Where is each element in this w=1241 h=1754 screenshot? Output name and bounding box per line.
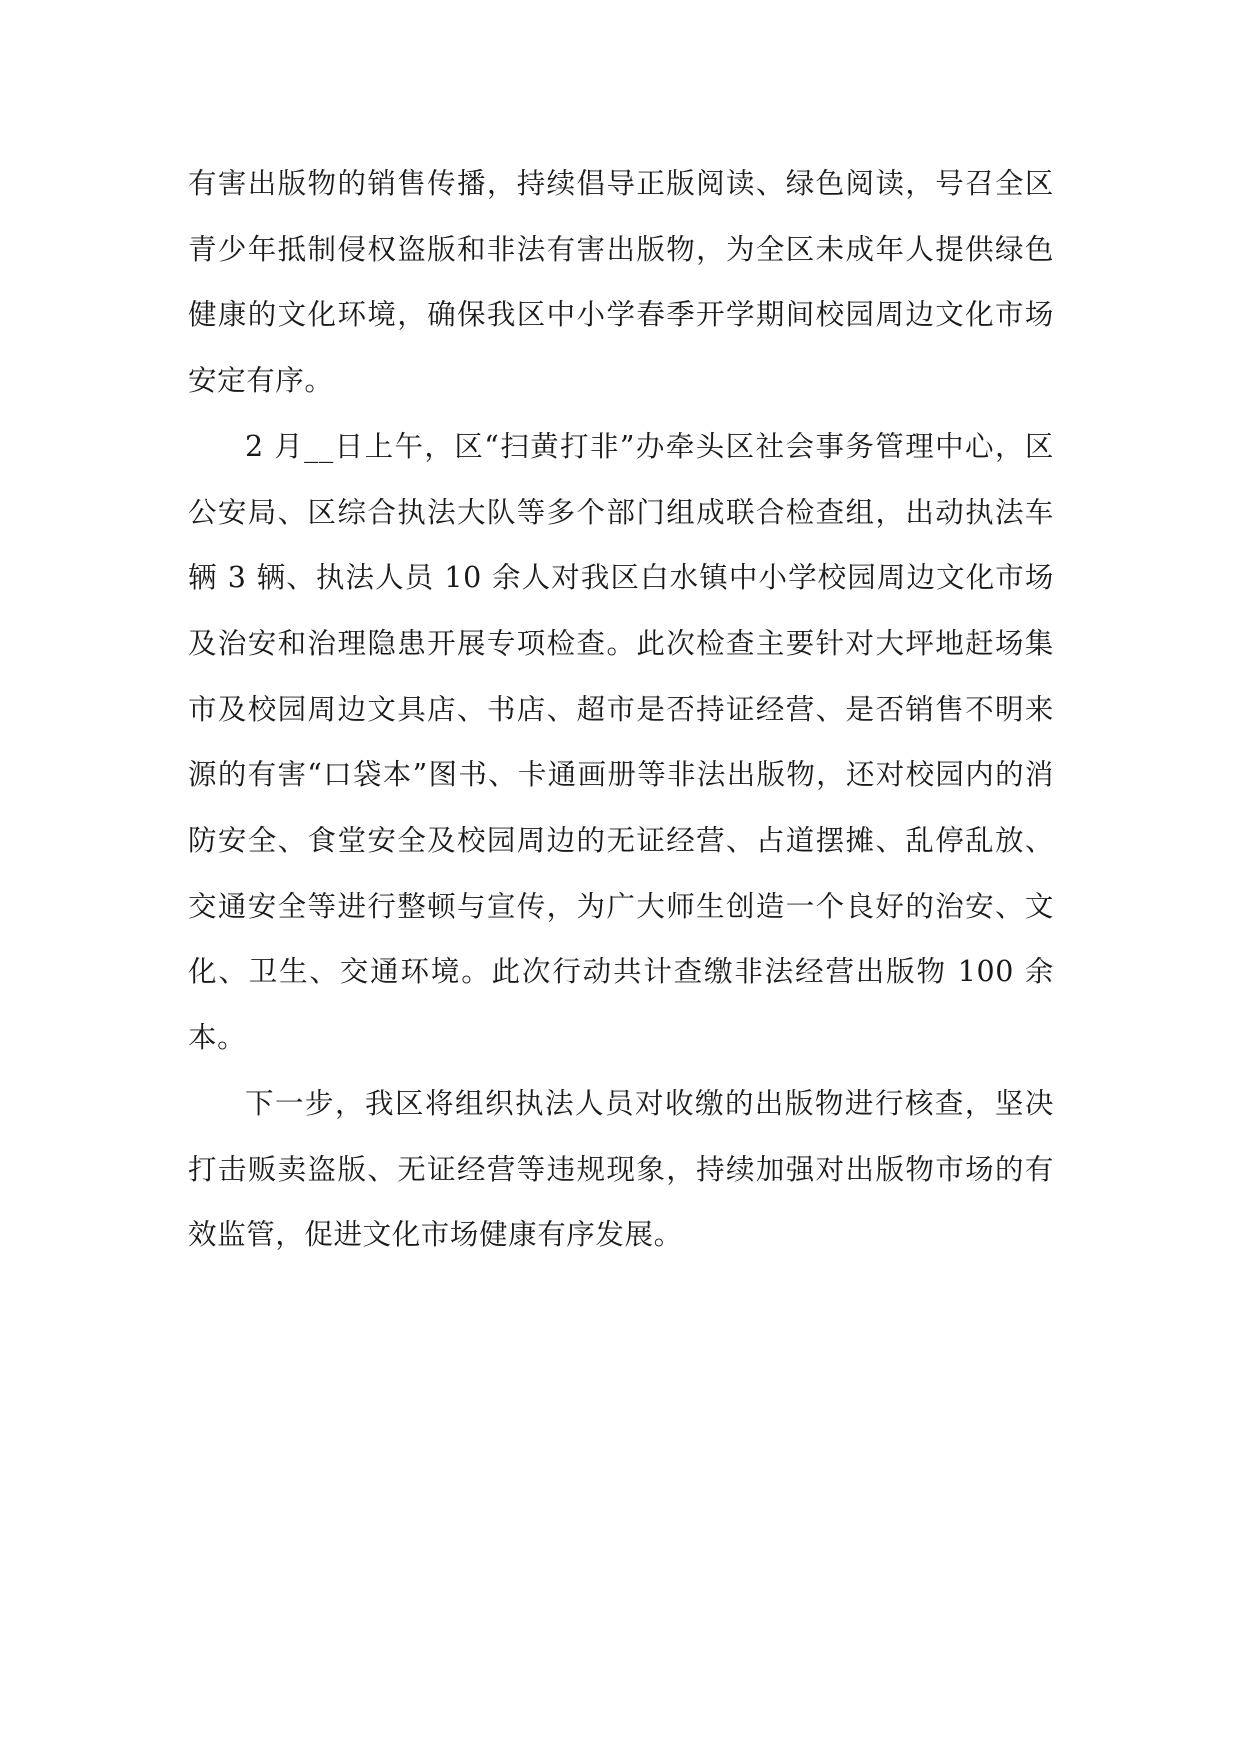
paragraph-next-steps: 下一步，我区将组织执法人员对收缴的出版物进行核查，坚决打击贩卖盗版、无证经营等违规现象，持续加强对出版物市场的有效监管，促进文化市场健康有序发展。 bbox=[188, 1086, 1054, 1252]
document-body bbox=[188, 151, 1054, 1268]
paragraph-inspection-action: 2 月__日上午，区“扫黄打非”办牵头区社会事务管理中心，区公安局、区综合执法大队等多个部门组成联合检查组，出动执法车辆 3 辆、执法人员 10 余人对我区白水镇中小学校园周边文化市场及治安和治理隐患开展专项检查。此次检查主要针对大坪地赶场集市及校园周边文具店、书店、超市是否持证经营、是否销售不明来源的有害“口袋本”图书、卡通画册等非法出版物，还对校园内的消防安全、食堂安全及校园周边的无证经营、占道摆摊、乱停乱放、交通安全等进行整顿与宣传，为广大师生创造一个良好的治安、文化、卫生、交通环境。此次行动共计查缴非法经营出版物 100 余本。 bbox=[188, 429, 1054, 1055]
paragraph-continued: 有害出版物的销售传播，持续倡导正版阅读、绿色阅读，号召全区青少年抵制侵权盗版和非法有害出版物，为全区未成年人提供绿色健康的文化环境，确保我区中小学春季开学期间校园周边文化市场安定有序。 bbox=[188, 167, 1054, 398]
